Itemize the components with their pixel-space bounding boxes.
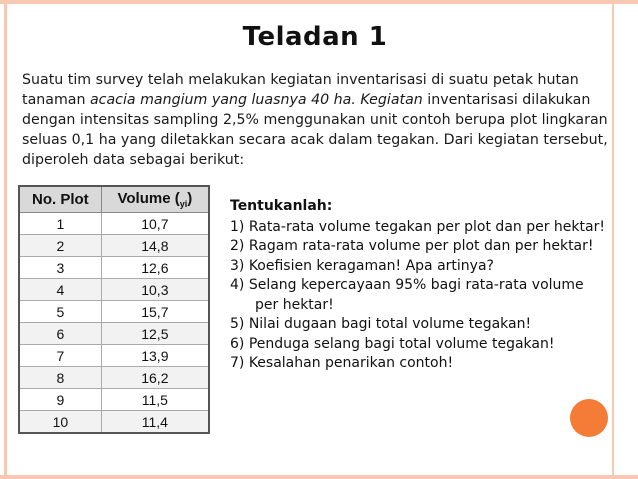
- slide-border-left: [4, 0, 7, 479]
- task-item-1: 1) Rata-rata volume tegakan per plot dan per hektar!: [230, 218, 605, 235]
- plot-cell: 7: [19, 345, 101, 367]
- plot-cell: 6: [19, 323, 101, 345]
- task-item-6: 6) Penduga selang bagi total volume tegakan!: [230, 335, 555, 352]
- volume-cell: 16,2: [101, 367, 209, 389]
- intro-line-2-end: inventarisasi dilakukan: [422, 92, 591, 108]
- task-item-3: 3) Koefisien keragaman! Apa artinya?: [230, 257, 494, 274]
- decorative-orange-circle: [570, 399, 608, 437]
- table-row: [19, 301, 209, 323]
- volume-cell: 10,3: [101, 279, 209, 301]
- table-row: [19, 213, 209, 235]
- task-item-2: 2) Ragam rata-rata volume per plot dan per hektar!: [230, 238, 594, 254]
- intro-line-2: [22, 90, 622, 110]
- plot-volume-table: [18, 185, 210, 434]
- task-heading: Tentukanlah:: [230, 198, 333, 214]
- plot-cell: 8: [19, 367, 101, 389]
- plot-cell: 9: [19, 389, 101, 411]
- volume-cell: 15,7: [101, 301, 209, 323]
- volume-cell: 10,7: [101, 213, 209, 235]
- volume-cell: 12,5: [101, 323, 209, 345]
- intro-line-4: seluas 0,1 ha yang diletakkan secara acak dalam tegakan. Dari kegiatan tersebut,: [22, 132, 608, 148]
- slide-title: Teladan 1: [242, 22, 388, 52]
- slide-border-top: [0, 0, 638, 4]
- volume-cell: 11,5: [101, 389, 209, 411]
- header-volume-label: Volume (: [117, 190, 180, 207]
- intro-line-3: dengan intensitas sampling 2,5% menggunakan unit contoh berupa plot lingkaran: [22, 112, 608, 128]
- plot-cell: 10: [19, 411, 101, 434]
- table-row: [19, 235, 209, 257]
- plot-cell: 4: [19, 279, 101, 301]
- table-row: [19, 345, 209, 367]
- header-volume: [101, 186, 209, 213]
- volume-cell: 14,8: [101, 235, 209, 257]
- table-row: [19, 411, 209, 434]
- intro-line-5: diperoleh data sebagai berikut:: [22, 152, 245, 168]
- slide-border-bottom: [0, 475, 638, 479]
- plot-cell: 1: [19, 213, 101, 235]
- table-row: [19, 389, 209, 411]
- table-row: [19, 257, 209, 279]
- intro-line-1: Suatu tim survey telah melakukan kegiatan inventarisasi di suatu petak hutan: [22, 72, 579, 88]
- task-item-4: 4) Selang kepercayaan 95% bagi rata-rata volume: [230, 277, 584, 293]
- task-item-4-continued: per hektar!: [255, 296, 334, 313]
- task-list: [230, 197, 625, 374]
- header-volume-close: ): [187, 190, 193, 207]
- volume-cell: 13,9: [101, 345, 209, 367]
- table-row: [19, 367, 209, 389]
- task-item-5: 5) Nilai dugaan bagi total volume tegakan!: [230, 316, 532, 332]
- volume-cell: 12,6: [101, 257, 209, 279]
- plot-cell: 5: [19, 301, 101, 323]
- header-no-plot: No. Plot: [19, 186, 101, 213]
- header-volume-subscript: yi: [179, 199, 188, 209]
- table-header-row: [19, 186, 209, 213]
- task-item-7: 7) Kesalahan penarikan contoh!: [230, 355, 454, 371]
- volume-cell: 11,4: [101, 411, 209, 434]
- intro-paragraph: [22, 70, 622, 170]
- table-row: [19, 279, 209, 301]
- intro-line-2-italic: acacia mangium yang luasnya 40 ha. Kegiatan: [89, 92, 423, 108]
- plot-cell: 3: [19, 257, 101, 279]
- intro-line-2-start: tanaman: [22, 92, 90, 108]
- table-row: [19, 323, 209, 345]
- plot-cell: 2: [19, 235, 101, 257]
